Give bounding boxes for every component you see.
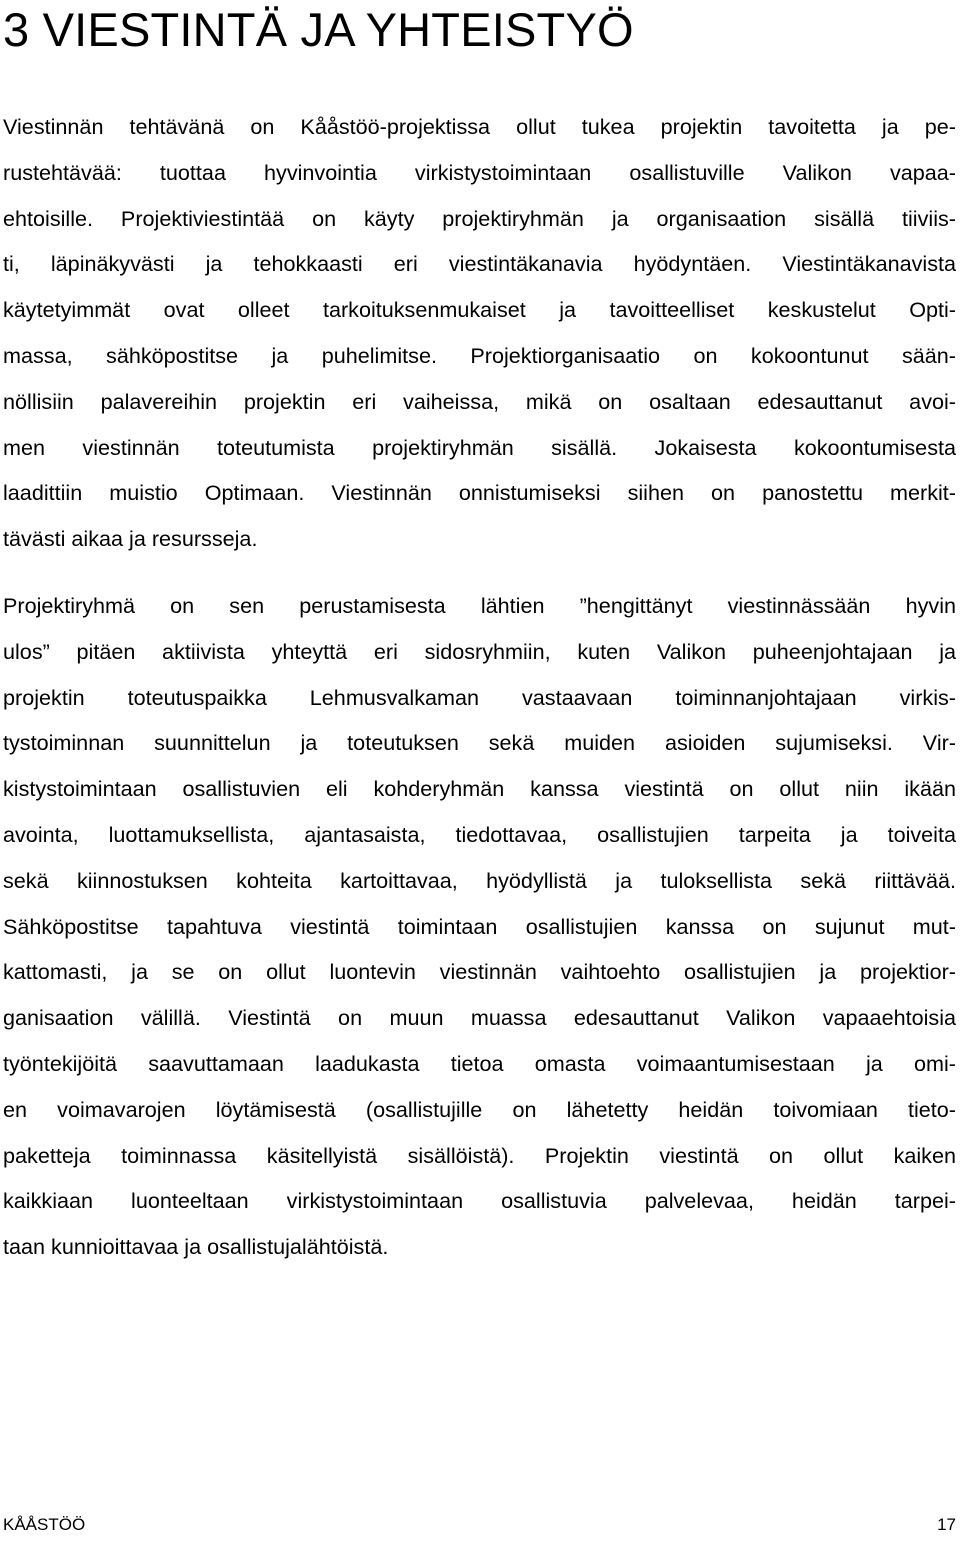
paragraph-line: tävästi aikaa ja resursseja.: [3, 526, 258, 552]
paragraph-2: [3, 583, 956, 1270]
paragraph-line: tystoiminnan suunnittelun ja toteutuksen sekä muiden asioiden sujumiseksi. Vir-: [3, 730, 956, 756]
paragraph-line: kaikkiaan luonteeltaan virkistystoimintaan osallistuvia palvelevaa, heidän tarpei-: [3, 1188, 956, 1214]
paragraph-line: Sähköpostitse tapahtuva viestintä toimintaan osallistujien kanssa on sujunut mut-: [3, 913, 956, 939]
paragraph-line: työntekijöitä saavuttamaan laadukasta tietoa omasta voimaantumisestaan ja omi-: [3, 1050, 956, 1076]
paragraph-line: Projektiryhmä on sen perustamisesta lähtien ”hengittänyt viestinnässään hyvin: [3, 593, 956, 618]
paragraph-line: sekä kiinnostuksen kohteita kartoittavaa, hyödyllistä ja tuloksellista sekä riittävää.: [3, 867, 956, 893]
paragraph-line: avointa, luottamuksellista, ajantasaista, tiedottavaa, osallistujien tarpeita ja toiveita: [3, 821, 956, 847]
paragraph-line: paketteja toiminnassa käsitellyistä sisällöistä). Projektin viestintä on ollut kaiken: [3, 1142, 956, 1168]
paragraph-line: kattomasti, ja se on ollut luontevin viestinnän vaihtoehto osallistujien ja projektior-: [3, 959, 956, 985]
page-number: 17: [937, 1515, 956, 1534]
paragraph-line: ulos” pitäen aktiivista yhteyttä eri sidosryhmiin, kuten Valikon puheenjohtajaan ja: [3, 638, 956, 664]
paragraph-line: ti, läpinäkyvästi ja tehokkaasti eri viestintäkanavia hyödyntäen. Viestintäkanavista: [3, 251, 956, 277]
paragraph-1: [3, 104, 956, 562]
page-heading: 3 VIESTINTÄ JA YHTEISTYÖ: [3, 3, 634, 56]
paragraph-line: massa, sähköpostitse ja puhelimitse. Projektiorganisaatio on kokoontunut sään-: [3, 342, 956, 368]
paragraph-line: taan kunnioittavaa ja osallistujalähtöistä.: [3, 1234, 389, 1260]
paragraph-line: kistystoimintaan osallistuvien eli kohderyhmän kanssa viestintä on ollut niin ikään: [3, 776, 956, 802]
paragraph-line: en voimavarojen löytämisestä (osallistujille on lähetetty heidän toivomiaan tieto-: [3, 1096, 956, 1122]
paragraph-line: nöllisiin palavereihin projektin eri vaiheissa, mikä on osaltaan edesauttanut avoi-: [3, 388, 956, 414]
footer-title: KÅÅSTÖÖ: [3, 1515, 86, 1534]
paragraph-line: rustehtävää: tuottaa hyvinvointia virkistystoimintaan osallistuville Valikon vapaa-: [3, 159, 956, 185]
paragraph-line: ehtoisille. Projektiviestintää on käyty projektiryhmän ja organisaation sisällä tiiviis-: [3, 205, 956, 231]
paragraph-line: laadittiin muistio Optimaan. Viestinnän onnistumiseksi siihen on panostettu merkit-: [3, 480, 956, 506]
paragraph-line: projektin toteutuspaikka Lehmusvalkaman vastaavaan toiminnanjohtajaan virkis-: [3, 684, 956, 710]
paragraph-line: ganisaation välillä. Viestintä on muun muassa edesauttanut Valikon vapaaehtoisia: [3, 1005, 956, 1031]
paragraph-line: Viestinnän tehtävänä on Kååstöö-projektissa ollut tukea projektin tavoitetta ja pe-: [3, 114, 956, 139]
paragraph-line: men viestinnän toteutumista projektiryhmän sisällä. Jokaisesta kokoontumisesta: [3, 434, 956, 460]
paragraph-line: käytetyimmät ovat olleet tarkoituksenmukaiset ja tavoitteelliset keskustelut Opti-: [3, 297, 956, 323]
